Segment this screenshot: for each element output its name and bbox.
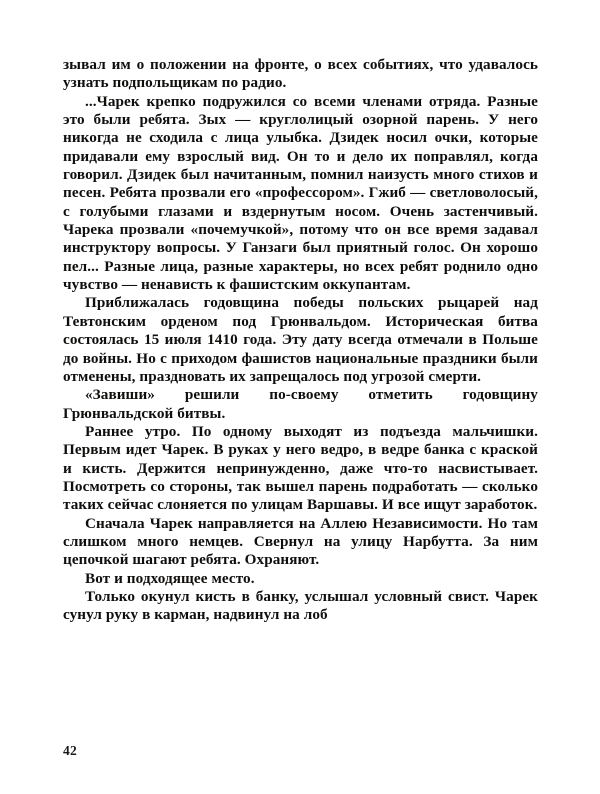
page-text-body [63, 56, 538, 625]
paragraph: «Завиши» решили по-своему отметить годовщину Грюнвальдской битвы. [63, 386, 538, 422]
paragraph: ...Чарек крепко подружился со всеми членами отряда. Разные это были ребята. Зых — круглолицый озорной парень. У него никогда не сходила с лица улыбка. Дзидек носил очки, которые придавали ему взрослый вид. Он то и дело их поправлял, когда говорил. Дзидек был начитанным, помнил наизусть много стихов и песен. Ребята прозвали его «профессором». Гжиб — светловолосый, с голубыми глазами и вздернутым носом. Очень застенчивый. Чарека прозвали «почемучкой», потому что он все время задавал инструктору вопросы. У Ганзаги был приятный голос. Он хорошо пел... Разные лица, разные характеры, но всех ребят роднило одно чувство — ненависть к фашистским оккупантам. [63, 92, 538, 294]
paragraph: Сначала Чарек направляется на Аллею Независимости. Но там слишком много немцев. Свернул на улицу Нарбутта. За ним цепочкой шагают ребята. Охраняют. [63, 514, 538, 569]
paragraph: Только окунул кисть в банку, услышал условный свист. Чарек сунул руку в карман, надвинул на лоб [63, 587, 538, 624]
paragraph: зывал им о положении на фронте, о всех событиях, что удавалось узнать подпольщикам по радио. [63, 56, 538, 92]
paragraph: Приближалась годовщина победы польских рыцарей над Тевтонским орденом под Грюнвальдом. Историческая битва состоялась 15 июля 1410 года. Эту дату всегда отмечали в Польше до войны. Но с приходом фашистов национальные праздники были отменены, праздновать их запрещалось под угрозой смерти. [63, 294, 538, 385]
paragraph: Раннее утро. По одному выходят из подъезда мальчишки. Первым идет Чарек. В руках у него ведро, в ведре банка с краской и кисть. Держится непринужденно, даже что-то насвистывает. Посмотреть со стороны, так вышел парень подработать — сколько таких сейчас слоняется по улицам Варшавы. И все ищут заработок. [63, 422, 538, 514]
paragraph: Вот и подходящее место. [85, 569, 255, 587]
page-number: 42 [63, 743, 78, 758]
